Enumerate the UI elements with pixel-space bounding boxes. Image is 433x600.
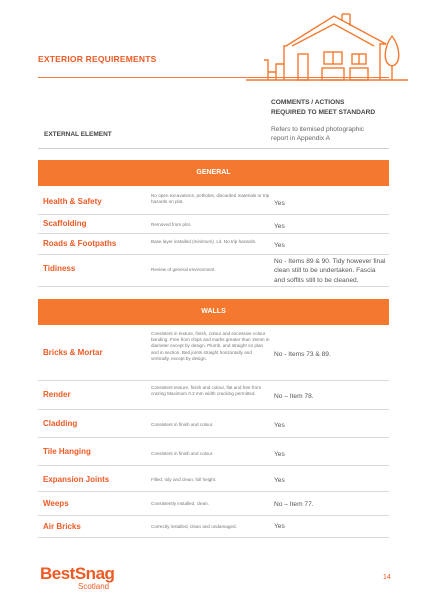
requirement-text: Consistent in finish and colour.: [151, 451, 214, 456]
table-row: [38, 410, 389, 438]
table-row: [38, 438, 389, 466]
element-label: Tidiness: [43, 264, 76, 273]
comment-text: No – Item 78.: [274, 393, 314, 400]
requirement-text: Consistently installed, clean.: [151, 501, 209, 506]
requirement-text: Consistent texture, finish and colour, flat and free from crazing Maximum 0.2 mm width cracking permitted.: [151, 385, 262, 397]
comments-subheading-line-2: report in Appendix A: [271, 135, 331, 142]
requirement-text: Removed from plot.: [151, 222, 192, 227]
element-label: Render: [43, 390, 71, 399]
comment-text: Yes: [274, 200, 285, 207]
requirement-text: Base layer installed (minimum). Lit. No trip hazards.: [151, 239, 257, 244]
element-label: Bricks & Mortar: [43, 348, 103, 357]
table-row: [38, 188, 389, 215]
comments-subheading-line-1: Refers to itemised photographic: [271, 126, 365, 133]
element-label: Health & Safety: [43, 197, 102, 206]
requirement-text: Review of general environment.: [151, 267, 216, 272]
bestsnag-logo: [40, 565, 120, 597]
comment-text: Yes: [274, 242, 285, 249]
comment-text: Yes: [274, 422, 285, 429]
element-label: Expansion Joints: [43, 475, 110, 484]
comment-text: No - Items 73 & 89.: [274, 351, 331, 358]
comment-text: Yes: [274, 451, 285, 458]
comment-text: Yes: [274, 477, 285, 484]
requirement-text: Consistent in texture, finish, colour and excessive colour banding. Free from chips and marks greater than 15mm in diameter except by design. Plumb, and straight on plan and in section. Bed joints straight horizontally and vertically, except by design.: [151, 331, 270, 361]
table-row: [38, 327, 389, 381]
house-outline-icon: [246, 8, 408, 88]
requirement-text: No open excavations, potholes, discarded materials or trip hazards on plot.: [151, 193, 270, 205]
element-label: Air Bricks: [43, 522, 81, 531]
logo-region-text: Scotland: [78, 582, 110, 591]
element-label: Cladding: [43, 419, 78, 428]
element-label: Roads & Footpaths: [43, 239, 117, 248]
comments-heading-line-1: COMMENTS / ACTIONS: [271, 99, 345, 106]
table-row: [38, 255, 389, 287]
element-label: Tile Hanging: [43, 447, 91, 456]
table-row: [38, 466, 389, 492]
column-header-comments: [271, 98, 401, 143]
comment-text: Yes: [274, 223, 285, 230]
requirement-text: Consistent in finish and colour.: [151, 422, 214, 427]
element-label: Weeps: [43, 499, 69, 508]
table-row: [38, 492, 389, 516]
table-row: [38, 215, 389, 234]
column-header-element: EXTERNAL ELEMENT: [44, 131, 112, 138]
comments-heading-line-2: REQUIRED TO MEET STANDARD: [271, 109, 376, 116]
header-divider: [38, 148, 389, 149]
comment-text: Yes: [274, 523, 285, 530]
section-header-general: GENERAL: [38, 160, 389, 186]
table-row: [38, 234, 389, 255]
page-title: EXTERIOR REQUIREMENTS: [38, 54, 157, 64]
requirement-text: Filled, tidy and clean, full height.: [151, 477, 217, 482]
section-header-walls: WALLS: [38, 299, 389, 325]
comment-text: No – Item 77.: [274, 501, 314, 508]
comment-text: No - Items 89 & 90. Tidy however final clean still to be undertaken. Fascia and soffits still to be cleaned.: [274, 258, 386, 284]
logo-brand-text: BestSnag: [40, 564, 115, 583]
table-row: [38, 516, 389, 538]
requirement-text: Correctly installed, clean and undamaged.: [151, 524, 237, 529]
page-number: 14: [383, 574, 391, 581]
table-row: [38, 381, 389, 410]
element-label: Scaffolding: [43, 219, 87, 228]
